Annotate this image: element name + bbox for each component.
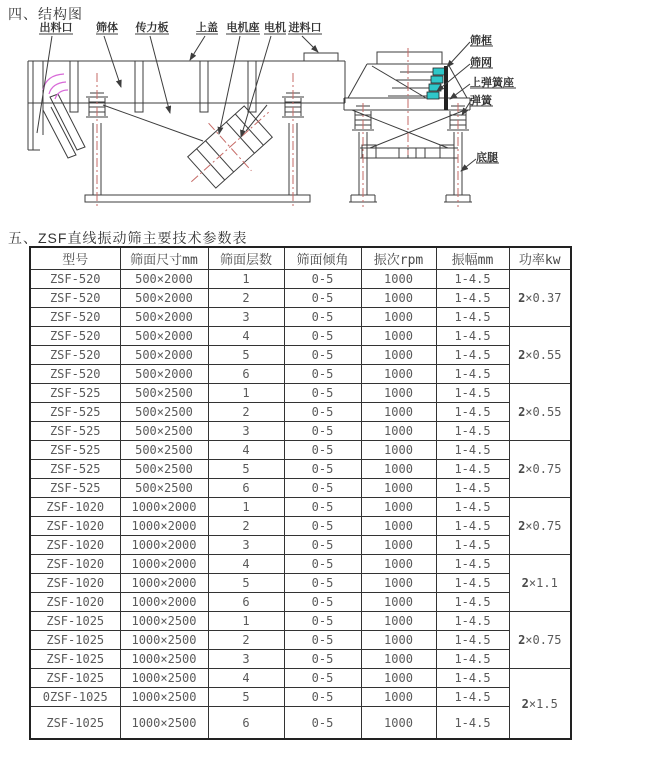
side-leaders: [37, 36, 318, 137]
table-cell: ZSF-1025: [30, 650, 120, 669]
table-cell: 1000: [361, 479, 436, 498]
end-view-labels: [470, 33, 516, 164]
table-cell: 0-5: [284, 574, 361, 593]
table-cell: ZSF-525: [30, 384, 120, 403]
table-cell: 1-4.5: [436, 327, 509, 346]
table-cell: 1000×2000: [120, 498, 208, 517]
side-view-labels: [39, 20, 322, 34]
side-view: [28, 53, 345, 202]
table-cell: 2: [208, 289, 284, 308]
table-header-row: [30, 247, 571, 270]
table-cell: 1-4.5: [436, 707, 509, 740]
table-cell: 1-4.5: [436, 650, 509, 669]
column-header-1: 筛面尺寸mm: [120, 247, 208, 270]
table-cell: 1-4.5: [436, 498, 509, 517]
table-cell: 1000: [361, 384, 436, 403]
column-header-6: 功率kw: [509, 247, 571, 270]
table-cell: ZSF-1020: [30, 498, 120, 517]
label-screen-mesh: 筛网: [470, 57, 492, 69]
table-row: [30, 688, 571, 707]
structure-diagram: [0, 15, 645, 230]
table-cell: ZSF-520: [30, 289, 120, 308]
table-cell: 1-4.5: [436, 612, 509, 631]
table-cell: 5: [208, 460, 284, 479]
table-cell: 1000: [361, 688, 436, 707]
column-header-3: 筛面倾角: [284, 247, 361, 270]
table-cell: 1000: [361, 517, 436, 536]
table-row: [30, 289, 571, 308]
table-cell: 1-4.5: [436, 555, 509, 574]
table-cell: 0-5: [284, 688, 361, 707]
table-row: [30, 631, 571, 650]
table-cell: 1-4.5: [436, 688, 509, 707]
table-row: [30, 669, 571, 688]
table-cell: 2: [208, 631, 284, 650]
table-cell: 0-5: [284, 517, 361, 536]
table-cell: 1-4.5: [436, 422, 509, 441]
table-cell: 1000: [361, 498, 436, 517]
table-cell: 0-5: [284, 498, 361, 517]
table-cell: 1000×2500: [120, 650, 208, 669]
table-cell: 500×2500: [120, 479, 208, 498]
table-cell: 1000: [361, 631, 436, 650]
table-cell: 0-5: [284, 460, 361, 479]
table-cell: 1000×2000: [120, 593, 208, 612]
table-cell: 0-5: [284, 631, 361, 650]
table-cell: 1-4.5: [436, 479, 509, 498]
table-row: [30, 517, 571, 536]
power-cell: 2×0.75: [509, 441, 571, 498]
table-row: [30, 384, 571, 403]
table-cell: 5: [208, 346, 284, 365]
table-cell: 1000: [361, 441, 436, 460]
table-cell: 1000×2000: [120, 517, 208, 536]
table-cell: 1-4.5: [436, 270, 509, 289]
table-cell: 1000: [361, 270, 436, 289]
table-cell: 0-5: [284, 365, 361, 384]
base-plate-shape: [85, 195, 310, 202]
table-cell: 4: [208, 669, 284, 688]
table-cell: 3: [208, 536, 284, 555]
table-cell: 4: [208, 327, 284, 346]
table-cell: 1-4.5: [436, 365, 509, 384]
label-upper-spring-seat: 上弹簧座: [470, 77, 514, 89]
table-cell: ZSF-525: [30, 479, 120, 498]
power-cell: 2×0.75: [509, 612, 571, 669]
table-cell: ZSF-520: [30, 327, 120, 346]
table-row: [30, 460, 571, 479]
table-cell: ZSF-520: [30, 308, 120, 327]
table-cell: ZSF-525: [30, 441, 120, 460]
table-cell: 0-5: [284, 289, 361, 308]
label-motor: 电机: [264, 22, 286, 34]
table-cell: 0-5: [284, 403, 361, 422]
table-cell: 1000×2000: [120, 536, 208, 555]
table-cell: 1000: [361, 707, 436, 740]
table-cell: 1000×2500: [120, 707, 208, 740]
column-header-0: 型号: [30, 247, 120, 270]
power-cell: 2×0.55: [509, 327, 571, 384]
table-cell: 1-4.5: [436, 536, 509, 555]
table-cell: 1000: [361, 327, 436, 346]
table-cell: 1: [208, 498, 284, 517]
power-cell: 2×1.5: [509, 669, 571, 740]
table-row: [30, 498, 571, 517]
table-row: [30, 365, 571, 384]
table-cell: 1000: [361, 536, 436, 555]
table-row: [30, 707, 571, 740]
table-row: [30, 650, 571, 669]
table-cell: ZSF-1020: [30, 574, 120, 593]
table-cell: 0-5: [284, 479, 361, 498]
label-spring: 弹簧: [470, 95, 492, 107]
table-cell: 0-5: [284, 536, 361, 555]
table-cell: 0-5: [284, 384, 361, 403]
table-cell: 1000: [361, 555, 436, 574]
label-force-plate: 传力板: [135, 22, 169, 34]
table-cell: ZSF-1025: [30, 612, 120, 631]
table-cell: ZSF-525: [30, 460, 120, 479]
table-cell: 1000: [361, 669, 436, 688]
label-discharge-port: 出料口: [39, 22, 73, 34]
table-cell: ZSF-525: [30, 403, 120, 422]
table-cell: 0-5: [284, 270, 361, 289]
table-cell: 500×2500: [120, 403, 208, 422]
table-cell: 500×2000: [120, 270, 208, 289]
table-cell: 4: [208, 555, 284, 574]
label-top-cover: 上盖: [196, 22, 218, 34]
table-cell: ZSF-520: [30, 270, 120, 289]
table-cell: 1: [208, 612, 284, 631]
table-cell: ZSF-1025: [30, 631, 120, 650]
table-cell: ZSF-525: [30, 422, 120, 441]
table-cell: 3: [208, 650, 284, 669]
table-cell: ZSF-520: [30, 346, 120, 365]
table-cell: ZSF-520: [30, 365, 120, 384]
table-cell: 1000: [361, 574, 436, 593]
power-cell: 2×0.75: [509, 498, 571, 555]
table-cell: 1000×2500: [120, 669, 208, 688]
table-cell: 1000×2500: [120, 612, 208, 631]
table-cell: 1000: [361, 650, 436, 669]
table-cell: 0-5: [284, 612, 361, 631]
table-cell: 1-4.5: [436, 308, 509, 327]
column-header-4: 振次rpm: [361, 247, 436, 270]
table-cell: 1000: [361, 289, 436, 308]
table-cell: 0-5: [284, 422, 361, 441]
table-cell: 500×2500: [120, 441, 208, 460]
table-cell: 500×2000: [120, 327, 208, 346]
table-cell: 500×2500: [120, 422, 208, 441]
table-cell: 5: [208, 574, 284, 593]
table-cell: 1: [208, 384, 284, 403]
table-cell: 1: [208, 270, 284, 289]
label-motor-seat: 电机座: [226, 22, 260, 34]
table-cell: 1-4.5: [436, 517, 509, 536]
table-cell: 1-4.5: [436, 289, 509, 308]
table-cell: 500×2000: [120, 289, 208, 308]
table-cell: 0-5: [284, 669, 361, 688]
table-row: [30, 612, 571, 631]
table-cell: 0-5: [284, 650, 361, 669]
table-cell: 1-4.5: [436, 384, 509, 403]
table-cell: 500×2000: [120, 365, 208, 384]
table-cell: 500×2000: [120, 346, 208, 365]
table-cell: 3: [208, 308, 284, 327]
table-cell: 0-5: [284, 441, 361, 460]
screen-frame-bar: [444, 66, 448, 110]
table-cell: 5: [208, 688, 284, 707]
table-row: [30, 555, 571, 574]
table-cell: 0-5: [284, 707, 361, 740]
table-cell: 1-4.5: [436, 346, 509, 365]
feed-inlet-shape: [304, 53, 338, 61]
table-cell: 1000: [361, 365, 436, 384]
table-row: [30, 536, 571, 555]
table-row: [30, 574, 571, 593]
table-cell: 6: [208, 593, 284, 612]
table-cell: 1-4.5: [436, 460, 509, 479]
table-row: [30, 346, 571, 365]
table-cell: 3: [208, 422, 284, 441]
table-row: [30, 593, 571, 612]
table-cell: 1000: [361, 593, 436, 612]
table-row: [30, 479, 571, 498]
table-cell: 1000: [361, 346, 436, 365]
table-cell: 2: [208, 517, 284, 536]
vibrating-screen-drawing: [0, 15, 645, 230]
table-row: [30, 308, 571, 327]
table-cell: 1000: [361, 612, 436, 631]
mesh-stack: [427, 66, 448, 110]
table-cell: 0-5: [284, 327, 361, 346]
power-cell: 2×0.37: [509, 270, 571, 327]
table-cell: 2: [208, 403, 284, 422]
table-cell: 1-4.5: [436, 593, 509, 612]
label-screen-frame: 筛框: [470, 35, 492, 47]
table-cell: 0ZSF-1025: [30, 688, 120, 707]
column-header-2: 筛面层数: [208, 247, 284, 270]
structure-section-title: 四、结构图: [8, 6, 83, 22]
table-row: [30, 327, 571, 346]
table-cell: 500×2500: [120, 384, 208, 403]
table-cell: 1-4.5: [436, 403, 509, 422]
table-cell: ZSF-1025: [30, 669, 120, 688]
table-cell: 6: [208, 479, 284, 498]
label-feed-inlet: 进料口: [288, 22, 322, 34]
column-header-5: 振幅mm: [436, 247, 509, 270]
table-cell: 1000: [361, 403, 436, 422]
power-cell: 2×1.1: [509, 555, 571, 612]
table-cell: 0-5: [284, 346, 361, 365]
params-section-title: 五、ZSF直线振动筛主要技术参数表: [8, 230, 248, 246]
table-cell: 500×2500: [120, 460, 208, 479]
table-cell: 1-4.5: [436, 441, 509, 460]
table-cell: 6: [208, 365, 284, 384]
table-cell: 1000: [361, 460, 436, 479]
table-cell: 0-5: [284, 308, 361, 327]
table-row: [30, 403, 571, 422]
table-cell: 1000: [361, 422, 436, 441]
table-cell: ZSF-1020: [30, 536, 120, 555]
table-cell: 1000: [361, 308, 436, 327]
table-cell: 4: [208, 441, 284, 460]
table-cell: 1-4.5: [436, 631, 509, 650]
parameters-table: [29, 246, 572, 740]
table-cell: 1000×2000: [120, 574, 208, 593]
table-cell: 1000×2500: [120, 631, 208, 650]
table-cell: 1-4.5: [436, 574, 509, 593]
power-cell: 2×0.55: [509, 384, 571, 441]
table-row: [30, 270, 571, 289]
label-screen-body: 筛体: [96, 22, 118, 34]
table-cell: 0-5: [284, 593, 361, 612]
table-cell: 0-5: [284, 555, 361, 574]
table-cell: ZSF-1020: [30, 555, 120, 574]
label-bottom-leg: 底腿: [476, 152, 498, 164]
table-cell: 500×2000: [120, 308, 208, 327]
table-cell: 6: [208, 707, 284, 740]
table-cell: ZSF-1025: [30, 707, 120, 740]
table-cell: 1-4.5: [436, 669, 509, 688]
center-lines: [97, 73, 293, 207]
table-cell: ZSF-1020: [30, 517, 120, 536]
table-row: [30, 422, 571, 441]
table-cell: ZSF-1020: [30, 593, 120, 612]
table-cell: 1000×2000: [120, 555, 208, 574]
table-cell: 1000×2500: [120, 688, 208, 707]
table-row: [30, 441, 571, 460]
